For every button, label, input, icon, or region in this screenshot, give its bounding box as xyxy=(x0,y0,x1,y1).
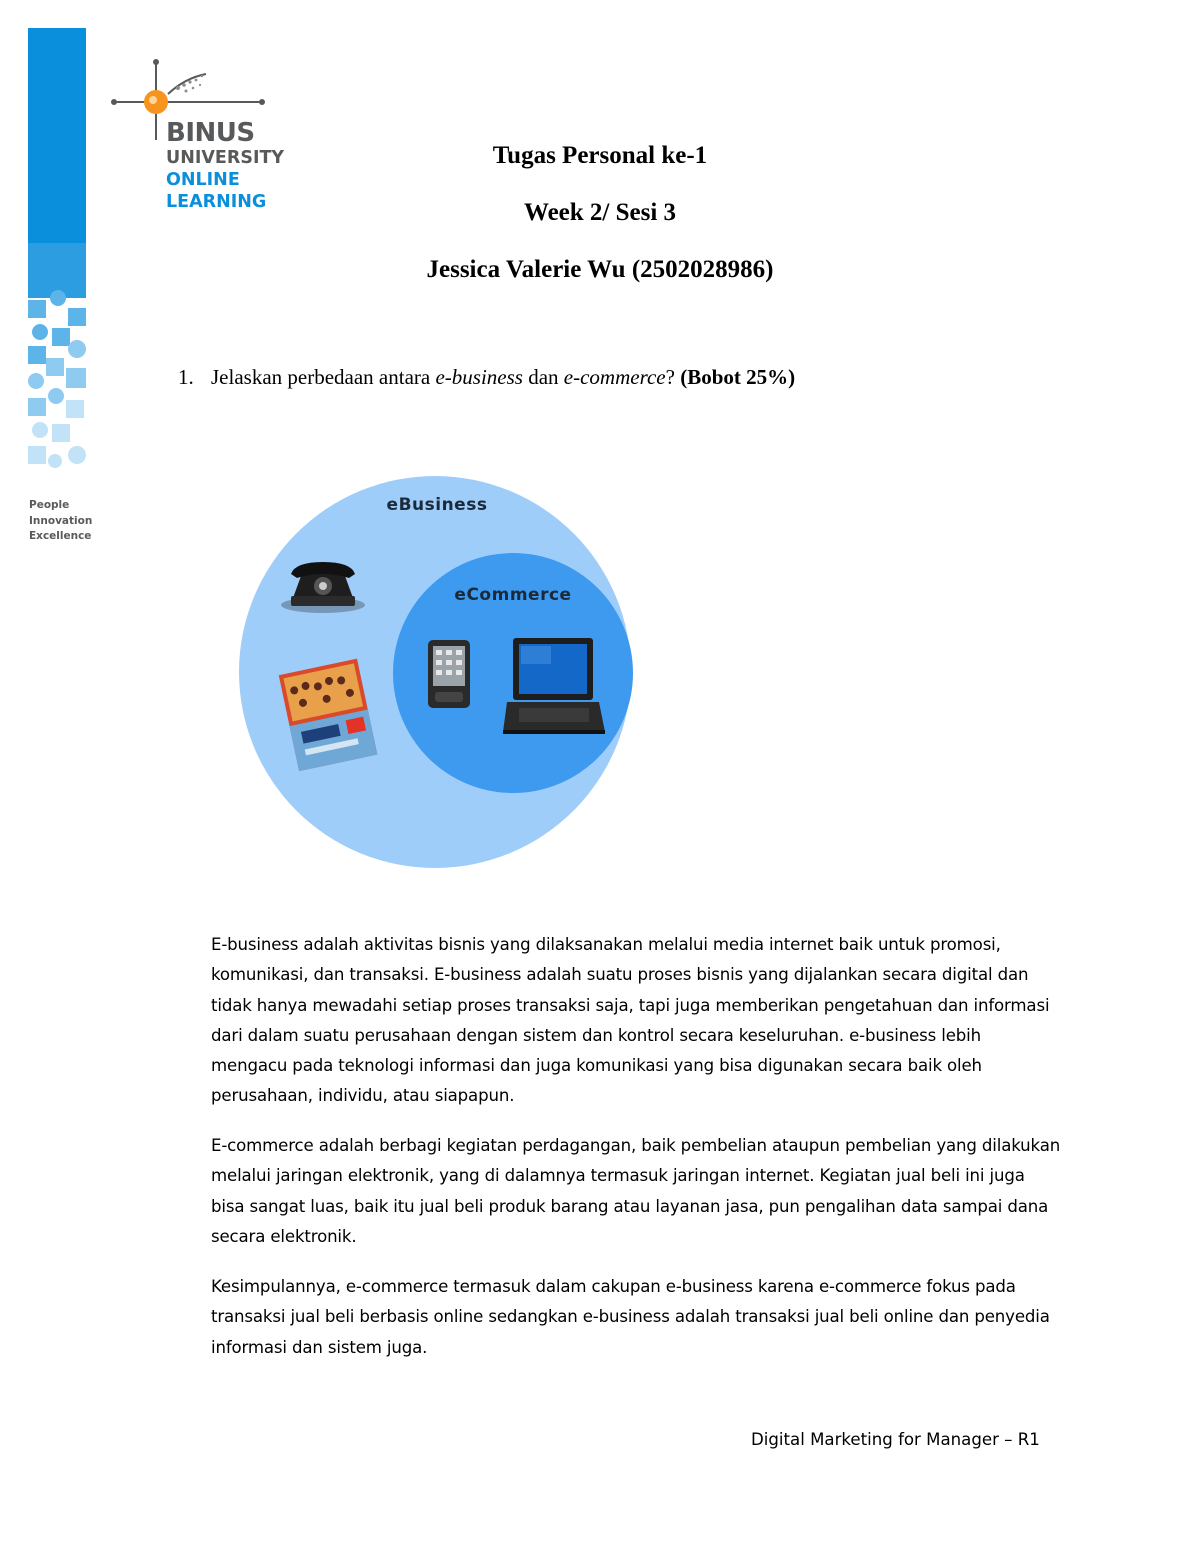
brand-tagline xyxy=(29,498,92,545)
logo-university: UNIVERSITY xyxy=(166,148,285,168)
ebusiness-ecommerce-diagram xyxy=(235,470,645,875)
side-decoration-strip xyxy=(28,28,86,472)
answer-ecommerce xyxy=(211,1131,1061,1252)
pda-icon xyxy=(428,640,470,708)
logo-online: ONLINE xyxy=(166,170,240,190)
question-prefix: Jelaskan perbedaan antara xyxy=(211,365,436,389)
laptop-icon xyxy=(503,638,605,734)
answer-paragraph-2: E-commerce adalah berbagi kegiatan perdagangan, baik pembelian ataupun pembelian yang dilakukan melalui jaringan elektronik, yang di dalamnya termasuk jaringan internet. Kegiatan jual beli ini juga bisa sangat luas, baik itu jual beli produk barang atau layanan jasa, pun pengalihan data sampai dana secara elektronik. xyxy=(211,1136,1061,1246)
question-middle: dan xyxy=(522,365,564,389)
answer-paragraph-3: Kesimpulannya, e-commerce termasuk dalam cakupan e-business karena e-commerce fokus pada transaksi jual beli berbasis online sedangkan e-business adalah transaksi jual beli online dan penyedia informasi dan sistem juga. xyxy=(211,1277,1050,1357)
answer-paragraph-1: E-business adalah aktivitas bisnis yang dilaksanakan melalui media internet baik untuk promosi, komunikasi, dan transaksi. E-business adalah suatu proses bisnis yang dijalankan secara digital dan tidak hanya mewadahi setiap proses transaksi saja, tapi juga memberikan pengetahuan dan informasi dari dalam suatu perusahaan dengan sistem dan kontrol secara keseluruhan. e-business lebih mengacu pada teknologi informasi dan juga komunikasi yang bisa digunakan secara baik oleh perusahaan, individu, atau siapapun. xyxy=(211,935,1050,1106)
answer-conclusion xyxy=(211,1272,1061,1363)
tagline-excellence: Excellence xyxy=(29,530,92,542)
term-ecommerce: e-commerce xyxy=(563,365,666,389)
question-weight: (Bobot 25%) xyxy=(680,365,796,389)
logo-binus: BINUS xyxy=(166,118,255,148)
tagline-people: People xyxy=(29,499,70,511)
author-name: Jessica Valerie Wu (2502028986) xyxy=(426,256,774,283)
tagline-innovation: Innovation xyxy=(29,514,93,527)
term-ebusiness: e-business xyxy=(435,365,523,389)
question-suffix: ? xyxy=(665,365,681,389)
ecommerce-label: eCommerce xyxy=(454,585,572,605)
logo-learning: LEARNING xyxy=(166,192,267,212)
ebusiness-label: eBusiness xyxy=(386,495,488,515)
week-session: Week 2/ Sesi 3 xyxy=(523,199,677,226)
page-title: Tugas Personal ke-1 xyxy=(492,142,708,169)
answer-ebusiness xyxy=(211,930,1061,1112)
question-1 xyxy=(178,365,795,390)
page-footer: Digital Marketing for Manager – R1 xyxy=(751,1430,1040,1449)
question-number: 1. xyxy=(178,365,194,389)
